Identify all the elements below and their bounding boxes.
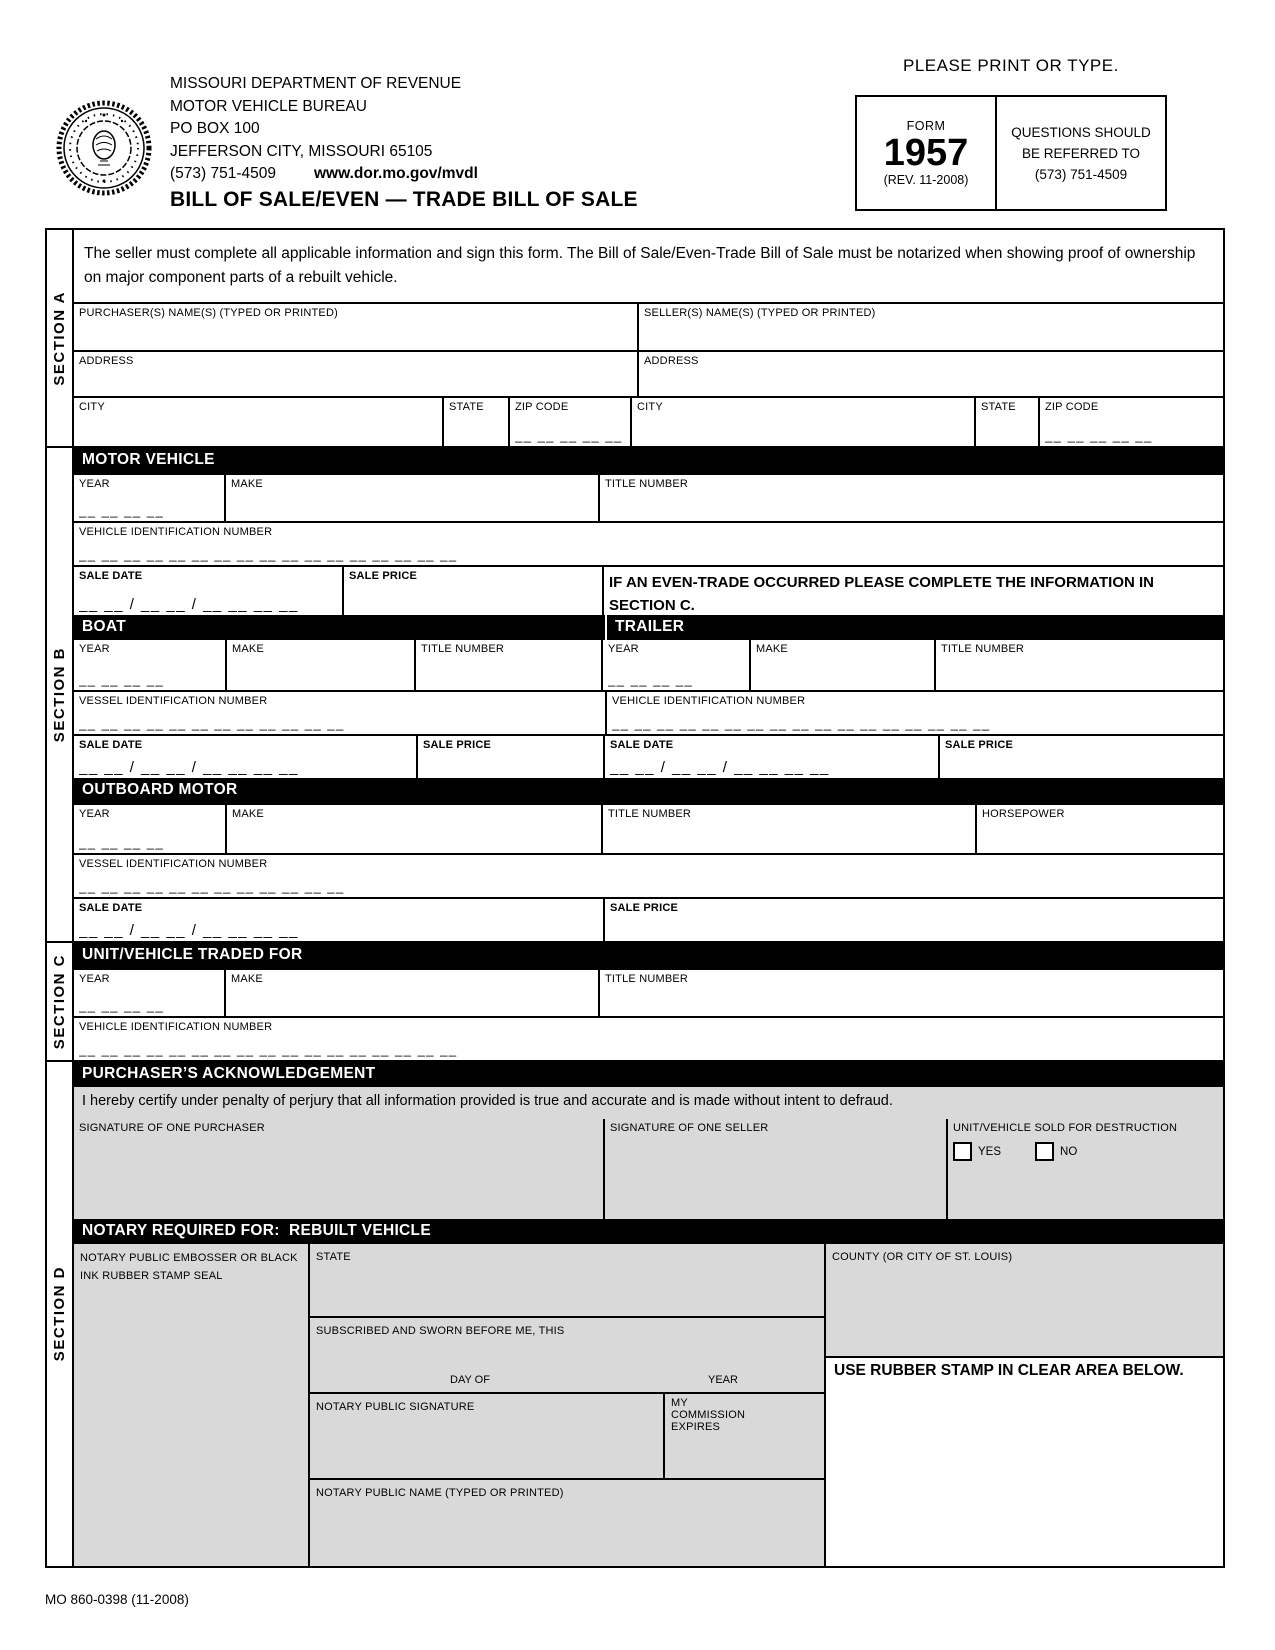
motor-vehicle-make-field[interactable] bbox=[224, 475, 598, 521]
purchaser-address-field[interactable] bbox=[74, 352, 637, 396]
purchaser-name-field[interactable] bbox=[74, 304, 637, 350]
seller-state-field[interactable] bbox=[974, 398, 1038, 446]
notary-middle-column bbox=[310, 1244, 824, 1566]
outboard-year-field[interactable] bbox=[74, 805, 225, 853]
sale-date-blank: __ __ / __ __ / __ __ __ __ bbox=[79, 761, 299, 775]
year-label: YEAR bbox=[79, 808, 110, 820]
header-info-boxes bbox=[855, 95, 1167, 211]
rubber-stamp-note: USE RUBBER STAMP IN CLEAR AREA BELOW. bbox=[834, 1362, 1184, 1379]
seller-zip-field[interactable] bbox=[1038, 398, 1223, 446]
notary-right-column bbox=[824, 1244, 1223, 1566]
outboard-sale-row bbox=[74, 897, 1223, 941]
make-label: MAKE bbox=[231, 973, 263, 985]
seller-name-label: SELLER(S) NAME(S) (TYPED OR PRINTED) bbox=[644, 307, 876, 319]
boat-sale-date-field[interactable] bbox=[74, 736, 416, 778]
commission-expires-label: MY COMMISSION EXPIRES bbox=[671, 1397, 746, 1433]
boat-trailer-headers bbox=[74, 615, 1223, 640]
boat-sale-price-field[interactable] bbox=[416, 736, 603, 778]
sale-date-label: SALE DATE bbox=[610, 739, 674, 751]
motor-vehicle-year-field[interactable] bbox=[74, 475, 224, 521]
make-label: MAKE bbox=[232, 808, 264, 820]
vessel-id-blank: __ __ __ __ __ __ __ __ __ __ __ __ bbox=[79, 880, 345, 894]
form-body bbox=[45, 228, 1225, 1568]
day-of-label: DAY OF bbox=[450, 1374, 490, 1386]
section-c-label: SECTION C bbox=[51, 953, 68, 1050]
motor-vehicle-vin-row bbox=[74, 521, 1223, 565]
trailer-vin-field[interactable] bbox=[605, 692, 1223, 734]
outboard-sale-price-field[interactable] bbox=[603, 899, 1223, 941]
title-number-label: TITLE NUMBER bbox=[605, 478, 689, 490]
sale-price-label: SALE PRICE bbox=[349, 570, 418, 582]
motor-vehicle-sale-row bbox=[74, 565, 1223, 615]
vessel-id-label: VESSEL IDENTIFICATION NUMBER bbox=[79, 858, 268, 870]
form-code: MO 860-0398 (11-2008) bbox=[45, 1592, 189, 1607]
section-d-sidebar bbox=[47, 1062, 74, 1566]
notary-seal-label: NOTARY PUBLIC EMBOSSER OR BLACK INK RUBBER STAMP SEAL bbox=[80, 1252, 298, 1282]
commission-expires-field[interactable] bbox=[663, 1394, 824, 1478]
print-or-type-notice: PLEASE PRINT OR TYPE. bbox=[903, 56, 1119, 75]
state-label: STATE bbox=[449, 401, 484, 413]
vin-blank: __ __ __ __ __ __ __ __ __ __ __ __ __ __ __ __ __ bbox=[79, 1043, 458, 1057]
traded-ymt-row bbox=[74, 968, 1223, 1016]
notary-signature-row bbox=[310, 1392, 824, 1478]
address-label: ADDRESS bbox=[644, 355, 699, 367]
make-label: MAKE bbox=[231, 478, 263, 490]
sale-price-label: SALE PRICE bbox=[423, 739, 492, 751]
destruction-label: UNIT/VEHICLE SOLD FOR DESTRUCTION bbox=[953, 1122, 1178, 1134]
form-label: FORM bbox=[906, 119, 946, 133]
year-blank: __ __ __ __ bbox=[608, 673, 694, 687]
form-revision: (REV. 11-2008) bbox=[883, 173, 969, 187]
county-field[interactable] bbox=[826, 1244, 1223, 1358]
agency-contact-line bbox=[170, 163, 478, 186]
agency-phone: (573) 751-4509 bbox=[170, 165, 276, 182]
year-label: YEAR bbox=[79, 973, 110, 985]
section-b bbox=[47, 446, 1223, 941]
seller-address-field[interactable] bbox=[637, 352, 1223, 396]
sale-date-blank: __ __ / __ __ / __ __ __ __ bbox=[79, 598, 299, 612]
destruction-no-checkbox[interactable] bbox=[1035, 1142, 1054, 1161]
destruction-yes-checkbox[interactable] bbox=[953, 1142, 972, 1161]
trailer-make-field[interactable] bbox=[749, 640, 934, 690]
notary-name-label: NOTARY PUBLIC NAME (TYPED OR PRINTED) bbox=[316, 1487, 564, 1499]
vin-label: VEHICLE IDENTIFICATION NUMBER bbox=[79, 1021, 273, 1033]
agency-line: MOTOR VEHICLE BUREAU bbox=[170, 97, 367, 115]
destruction-field bbox=[946, 1119, 1223, 1219]
boat-trailer-sale-row bbox=[74, 734, 1223, 778]
yes-label: YES bbox=[978, 1145, 1002, 1158]
sale-date-blank: __ __ / __ __ / __ __ __ __ bbox=[79, 924, 299, 938]
horsepower-label: HORSEPOWER bbox=[982, 808, 1065, 820]
boat-make-field[interactable] bbox=[225, 640, 414, 690]
year-label: YEAR bbox=[708, 1374, 738, 1386]
section-a bbox=[47, 230, 1223, 446]
outboard-motor-header: OUTBOARD MOTOR bbox=[74, 778, 1223, 803]
traded-vin-row bbox=[74, 1016, 1223, 1060]
motor-vehicle-header: MOTOR VEHICLE bbox=[74, 448, 1223, 473]
trailer-sale-date-field[interactable] bbox=[603, 736, 938, 778]
questions-line: BE REFERRED TO bbox=[1021, 145, 1141, 161]
seller-name-field[interactable] bbox=[637, 304, 1223, 350]
trailer-header: TRAILER bbox=[605, 615, 1223, 640]
vin-blank: __ __ __ __ __ __ __ __ __ __ __ __ __ __ __ __ __ bbox=[79, 548, 458, 562]
notary-signature-label: NOTARY PUBLIC SIGNATURE bbox=[316, 1401, 475, 1413]
vin-label: VEHICLE IDENTIFICATION NUMBER bbox=[79, 526, 273, 538]
county-label: COUNTY (OR CITY OF ST. LOUIS) bbox=[832, 1251, 1013, 1263]
no-label: NO bbox=[1060, 1145, 1078, 1158]
boat-header: BOAT bbox=[74, 615, 605, 640]
title-number-label: TITLE NUMBER bbox=[608, 808, 692, 820]
seller-signature-field[interactable] bbox=[603, 1119, 946, 1219]
section-a-label: SECTION A bbox=[51, 290, 68, 386]
outboard-vin-row bbox=[74, 853, 1223, 897]
outboard-horsepower-field[interactable] bbox=[975, 805, 1223, 853]
zip-blank: __ __ __ __ __ bbox=[1045, 429, 1153, 443]
questions-line: QUESTIONS SHOULD bbox=[1011, 124, 1151, 140]
outboard-sale-date-field[interactable] bbox=[74, 899, 603, 941]
agency-address-block bbox=[170, 73, 478, 186]
form-number-box bbox=[857, 97, 997, 209]
form-number: 1957 bbox=[883, 132, 969, 174]
title-number-label: TITLE NUMBER bbox=[941, 643, 1025, 655]
title-number-label: TITLE NUMBER bbox=[421, 643, 505, 655]
section-d bbox=[47, 1060, 1223, 1566]
year-blank: __ __ __ __ bbox=[79, 673, 165, 687]
sale-price-label: SALE PRICE bbox=[610, 902, 679, 914]
notary-grid bbox=[74, 1244, 1223, 1566]
city-state-zip-row bbox=[74, 396, 1223, 446]
year-label: YEAR bbox=[79, 643, 110, 655]
year-label: YEAR bbox=[79, 478, 110, 490]
trailer-year-field[interactable] bbox=[601, 640, 749, 690]
year-label: YEAR bbox=[608, 643, 639, 655]
traded-make-field[interactable] bbox=[224, 970, 598, 1016]
year-blank: __ __ __ __ bbox=[79, 504, 165, 518]
motor-vehicle-sale-price-field[interactable] bbox=[342, 567, 602, 615]
vin-blank: __ __ __ __ __ __ __ __ __ __ __ __ __ __ __ __ __ bbox=[612, 717, 991, 731]
traded-title-number-field[interactable] bbox=[598, 970, 1223, 1016]
notary-required-header: NOTARY REQUIRED FOR: REBUILT VEHICLE bbox=[74, 1219, 1223, 1244]
acknowledgement-header: PURCHASER’S ACKNOWLEDGEMENT bbox=[74, 1062, 1223, 1087]
form-title: BILL OF SALE/EVEN — TRADE BILL OF SALE bbox=[170, 188, 638, 211]
notary-signature-field[interactable] bbox=[310, 1394, 663, 1478]
zip-blank: __ __ __ __ __ bbox=[515, 429, 623, 443]
section-b-sidebar bbox=[47, 448, 74, 941]
even-trade-note: IF AN EVEN-TRADE OCCURRED PLEASE COMPLETE THE INFORMATION IN SECTION C. bbox=[602, 567, 1223, 615]
traded-for-header: UNIT/VEHICLE TRADED FOR bbox=[74, 943, 1223, 968]
boat-title-number-field[interactable] bbox=[414, 640, 601, 690]
motor-vehicle-sale-date-field[interactable] bbox=[74, 567, 342, 615]
notary-seal-area[interactable] bbox=[74, 1244, 310, 1566]
boat-trailer-ymt-row bbox=[74, 640, 1223, 690]
city-label: CITY bbox=[79, 401, 105, 413]
outboard-ymth-row bbox=[74, 803, 1223, 853]
address-label: ADDRESS bbox=[79, 355, 134, 367]
purchaser-name-label: PURCHASER(S) NAME(S) (TYPED OR PRINTED) bbox=[79, 307, 338, 319]
vin-label: VEHICLE IDENTIFICATION NUMBER bbox=[612, 695, 806, 707]
zip-label: ZIP CODE bbox=[1045, 401, 1099, 413]
year-blank: __ __ __ __ bbox=[79, 836, 165, 850]
sale-date-label: SALE DATE bbox=[79, 902, 143, 914]
vessel-id-blank: __ __ __ __ __ __ __ __ __ __ __ __ bbox=[79, 717, 345, 731]
trailer-sale-price-field[interactable] bbox=[938, 736, 1223, 778]
sale-price-label: SALE PRICE bbox=[945, 739, 1014, 751]
section-c-sidebar bbox=[47, 943, 74, 1060]
outboard-make-field[interactable] bbox=[225, 805, 601, 853]
section-d-label: SECTION D bbox=[51, 1266, 68, 1362]
make-label: MAKE bbox=[232, 643, 264, 655]
section-b-label: SECTION B bbox=[51, 646, 68, 743]
names-row bbox=[74, 302, 1223, 350]
purchaser-signature-field[interactable] bbox=[74, 1119, 603, 1219]
seller-instructions-text: The seller must complete all applicable information and sign this form. The Bill of Sale/Even-Trade Bill of Sale must be notarized when showing proof of ownership on major component parts of a rebuilt vehicle. bbox=[84, 245, 1196, 286]
make-label: MAKE bbox=[756, 643, 788, 655]
purchaser-city-field[interactable] bbox=[74, 398, 442, 446]
form-header bbox=[0, 0, 1275, 228]
boat-trailer-vin-row bbox=[74, 690, 1223, 734]
motor-vehicle-title-number-field[interactable] bbox=[598, 475, 1223, 521]
notary-state-field[interactable] bbox=[310, 1244, 824, 1316]
section-c bbox=[47, 941, 1223, 1060]
vessel-id-label: VESSEL IDENTIFICATION NUMBER bbox=[79, 695, 268, 707]
purchaser-signature-label: SIGNATURE OF ONE PURCHASER bbox=[79, 1122, 265, 1134]
address-row bbox=[74, 350, 1223, 396]
missouri-dor-seal-icon bbox=[56, 95, 152, 206]
rubber-stamp-clear-area[interactable] bbox=[826, 1358, 1223, 1566]
motor-vehicle-vin-field[interactable] bbox=[74, 523, 1223, 565]
sworn-before-field[interactable] bbox=[310, 1316, 824, 1392]
motor-vehicle-ymt-row bbox=[74, 473, 1223, 521]
zip-label: ZIP CODE bbox=[515, 401, 569, 413]
sale-date-label: SALE DATE bbox=[79, 739, 143, 751]
notary-name-field[interactable] bbox=[310, 1478, 824, 1566]
questions-box bbox=[997, 97, 1165, 209]
agency-line: MISSOURI DEPARTMENT OF REVENUE bbox=[170, 75, 462, 92]
boat-vessel-id-field[interactable] bbox=[74, 692, 605, 734]
agency-url: www.dor.mo.gov/mvdl bbox=[314, 165, 478, 182]
section-a-sidebar bbox=[47, 230, 74, 446]
city-label: CITY bbox=[637, 401, 663, 413]
signatures-row bbox=[74, 1119, 1223, 1219]
outboard-vessel-id-field[interactable] bbox=[74, 855, 1223, 897]
state-label: STATE bbox=[981, 401, 1016, 413]
purchaser-state-field[interactable] bbox=[442, 398, 508, 446]
boat-year-field[interactable] bbox=[74, 640, 225, 690]
traded-year-field[interactable] bbox=[74, 970, 224, 1016]
traded-vin-field[interactable] bbox=[74, 1018, 1223, 1060]
state-label: STATE bbox=[316, 1251, 351, 1263]
seller-signature-label: SIGNATURE OF ONE SELLER bbox=[610, 1122, 769, 1134]
agency-line: PO BOX 100 bbox=[170, 120, 260, 137]
questions-phone: (573) 751-4509 bbox=[1034, 166, 1128, 182]
sale-date-label: SALE DATE bbox=[79, 570, 143, 582]
outboard-title-number-field[interactable] bbox=[601, 805, 975, 853]
title-number-label: TITLE NUMBER bbox=[605, 973, 689, 985]
sworn-label: SUBSCRIBED AND SWORN BEFORE ME, THIS bbox=[316, 1325, 565, 1337]
purchaser-zip-field[interactable] bbox=[508, 398, 630, 446]
certify-statement: I hereby certify under penalty of perjury that all information provided is true and accurate and is made without intent to defraud. bbox=[74, 1087, 1223, 1119]
seller-city-field[interactable] bbox=[630, 398, 974, 446]
agency-line: JEFFERSON CITY, MISSOURI 65105 bbox=[170, 142, 433, 160]
sale-date-blank: __ __ / __ __ / __ __ __ __ bbox=[610, 761, 830, 775]
year-blank: __ __ __ __ bbox=[79, 999, 165, 1013]
trailer-title-number-field[interactable] bbox=[934, 640, 1223, 690]
